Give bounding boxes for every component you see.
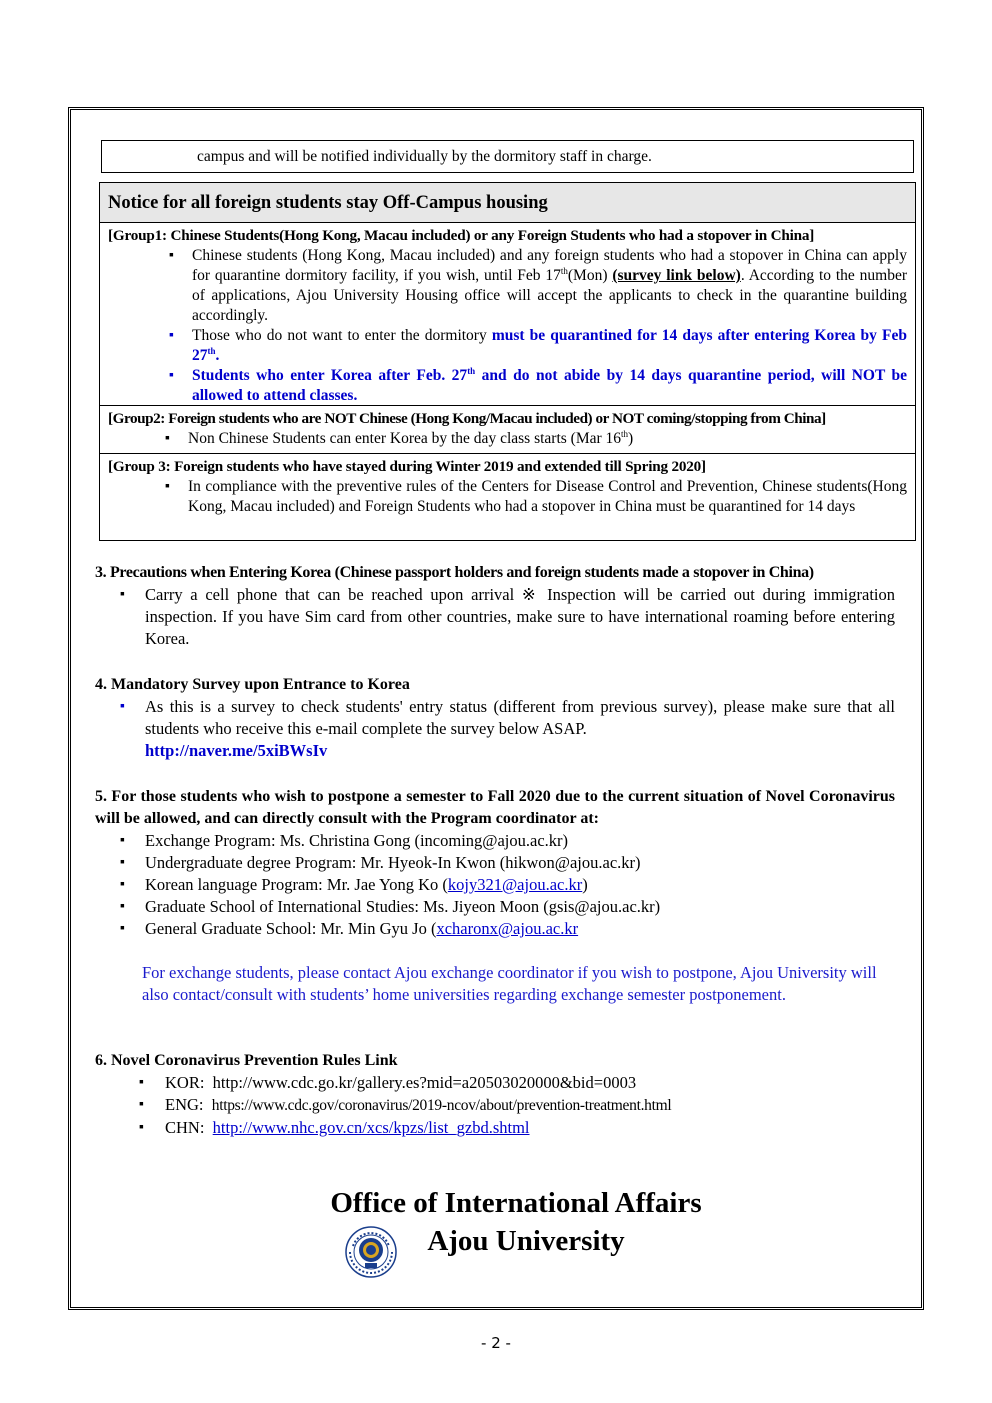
survey-link[interactable]: http://naver.me/5xiBWsIv	[145, 741, 328, 760]
exchange-postpone-note: For exchange students, please contact Ajou exchange coordinator if you wish to postpone, Ajou University will also contact/consult with students’ home universities regarding exchange semester postponement.	[142, 963, 877, 1004]
group1-bullet-2: ▪ Those who do not want to enter the dormitory must be quarantined for 14 days after entering Korea by Feb 27th.	[192, 326, 907, 366]
group3-bullet-1: ▪ In compliance with the preventive rules of the Centers for Disease Control and Prevention, Chinese students(Hong Kong, Macau included) and Foreign Students who had a stopover in China must be quarantined for 14 days	[188, 477, 907, 517]
section-6-title: 6. Novel Coronavirus Prevention Rules Link	[95, 1052, 398, 1069]
kojy-email-link[interactable]: kojy321@ajou.ac.kr	[447, 875, 583, 894]
section-5-title: 5. For those students who wish to postpone a semester to Fall 2020 due to the current situation of Novel Coronavirus will be allowed, and can directly consult with the Program coordinator at:	[95, 788, 895, 827]
coordinator-exchange: ▪ Exchange Program: Ms. Christina Gong (incoming@ajou.ac.kr)	[145, 830, 895, 852]
section-5	[95, 786, 895, 1006]
section-6	[95, 1050, 895, 1139]
page-frame	[68, 107, 924, 1310]
group2-cell	[100, 406, 915, 454]
university-name: Ajou University	[427, 1225, 625, 1257]
notice-title: Notice for all foreign students stay Off-Campus housing	[100, 183, 915, 223]
group2-title: [Group2: Foreign students who are NOT Chinese (Hong Kong/Macau included) or NOT coming/stopping from China]	[108, 410, 826, 427]
group3-title: [Group 3: Foreign students who have stayed during Winter 2019 and extended till Spring 2020]	[108, 458, 706, 475]
coordinator-korean-language: ▪ Korean language Program: Mr. Jae Yong Ko (kojy321@ajou.ac.kr)	[145, 874, 895, 896]
continued-box	[101, 140, 914, 173]
coordinator-general-graduate: ▪ General Graduate School: Mr. Min Gyu Jo (xcharonx@ajou.ac.kr	[145, 918, 895, 940]
kor-url[interactable]: http://www.cdc.go.kr/gallery.es?mid=a20503020000&bid=0003	[212, 1073, 637, 1092]
coordinator-gsis: ▪ Graduate School of International Studies: Ms. Jiyeon Moon (gsis@ajou.ac.kr)	[145, 896, 895, 918]
coordinator-undergraduate: ▪ Undergraduate degree Program: Mr. Hyeok-In Kwon (hikwon@ajou.ac.kr)	[145, 852, 895, 874]
group1-cell	[100, 223, 915, 406]
group1-bullet-3: ▪ Students who enter Korea after Feb. 27th and do not abide by 14 days quarantine period, will NOT be allowed to attend classes.	[192, 366, 907, 406]
section-3-bullet: ▪ Carry a cell phone that can be reached upon arrival ※ Inspection will be carried out during immigration inspection. If you have Sim card from other countries, make sure to have international roaming before entering Korea.	[145, 584, 895, 650]
continued-text: campus and will be notified individually by the dormitory staff in charge.	[197, 148, 652, 165]
section-4-title: 4. Mandatory Survey upon Entrance to Korea	[95, 676, 410, 693]
eng-url[interactable]: https://www.cdc.gov/coronavirus/2019-ncov/about/prevention-treatment.html	[211, 1097, 672, 1114]
section-4	[95, 674, 895, 762]
chn-url[interactable]: http://www.nhc.gov.cn/xcs/kpzs/list_gzbd.shtml	[212, 1118, 530, 1137]
group1-bullet-1: ▪ Chinese students (Hong Kong, Macau included) and any foreign students who had a stopover in China can apply for quarantine dormitory facility, if you wish, until Feb 17th(Mon) (survey link below). According to the number of applications, Ajou University Housing office will accept the applicants to check in the quarantine building accordingly.	[192, 246, 907, 326]
link-kor: ▪ KOR: http://www.cdc.go.kr/gallery.es?mid=a20503020000&bid=0003	[165, 1072, 895, 1094]
link-chn: ▪ CHN: http://www.nhc.gov.cn/xcs/kpzs/list_gzbd.shtml	[165, 1117, 895, 1139]
section-3-title: 3. Precautions when Entering Korea (Chinese passport holders and foreign students made a stopover in China)	[95, 564, 814, 581]
page-number: - 2 -	[481, 1334, 511, 1352]
section-3	[95, 562, 895, 650]
office-name: Office of International Affairs	[330, 1187, 702, 1219]
group2-bullet-1: ▪ Non Chinese Students can enter Korea by the day class starts (Mar 16th)	[188, 429, 907, 449]
off-campus-notice-table	[99, 182, 916, 541]
section-4-bullet: ▪ As this is a survey to check students' entry status (different from previous survey), please make sure that all students who receive this e-mail complete the survey below ASAP. http://naver.me/5xiBWsIv	[145, 696, 895, 762]
survey-link-reference[interactable]: (survey link below)	[612, 267, 741, 284]
group1-title: [Group1: Chinese Students(Hong Kong, Macau included) or any Foreign Students who had a stopover in China]	[108, 227, 815, 244]
group3-cell	[100, 454, 915, 540]
xcharonx-email-link[interactable]: xcharonx@ajou.ac.kr	[436, 919, 579, 938]
link-eng: ▪ ENG: https://www.cdc.gov/coronavirus/2019-ncov/about/prevention-treatment.html	[165, 1094, 895, 1117]
